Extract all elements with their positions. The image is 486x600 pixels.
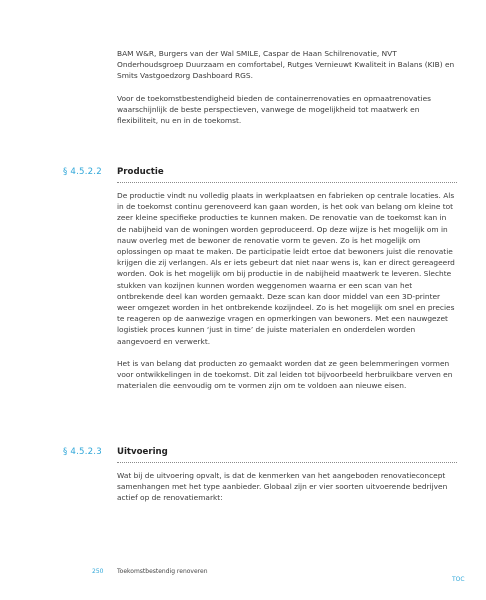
intro-paragraph-2: Voor de toekomstbestendigheid bieden de containerrenovaties en opmaatrenovaties waarschijnlijk de beste perspectieven, vanwege de mogelijkheid tot maatwerk en flexibiliteit, nu en in de toekomst. <box>117 93 432 126</box>
section-number-4-5-2-2: § 4.5.2.2 <box>63 167 102 177</box>
section-heading-productie: Productie <box>117 167 164 177</box>
section-heading-uitvoering: Uitvoering <box>117 447 168 457</box>
productie-body <box>117 190 457 391</box>
productie-paragraph-1: De productie vindt nu volledig plaats in werkplaatsen en fabrieken op centrale locaties. Als in de toekomst continu gerenoveerd kan gaan worden, is het ook van belang om kleine tot zeer kleine specifieke producties te kunnen maken. De renovatie van de toekomst kan in de nabijheid van de woningen worden geproduceerd. Op deze wijze is het mogelijk om in nauw overleg met de bewoner de renovatie vorm te geven. Zo is het mogelijk om oplossingen op maat te maken. De participatie leidt ertoe dat bewoners juist die renovatie krijgen die zij verlangen. Als er iets gebeurt dat niet naar wens is, kan er direct gereageerd worden. Ook is het mogelijk om bij productie in de nabijheid maatwerk te leveren. Slechte stukken van kozijnen kunnen worden weggenomen waarna er een scan van het ontbrekende deel kan worden gemaakt. Deze scan kan door middel van een 3D-printer weer omgezet worden in het ontbrekende kozijndeel. Zo is het mogelijk om snel en precies te reageren op de aanwezige vragen en opmerkingen van bewoners. Met een nauwgezet logistiek proces kunnen ‘just in time’ de juiste materialen en onderdelen worden aangevoerd en verwerkt. <box>117 191 455 346</box>
intro-block <box>117 48 457 126</box>
page-number: 250 <box>92 568 104 575</box>
section-number-4-5-2-3: § 4.5.2.3 <box>63 447 102 457</box>
intro-paragraph-1: BAM W&R, Burgers van der Wal SMILE, Caspar de Haan Schilrenovatie, NVT Onderhoudsgroep Duurzaam en comfortabel, Rutges Vernieuwt Kwaliteit in Balans (KIB) en Smits Vastgoedzorg Dashboard RGS. <box>117 49 455 81</box>
section-divider <box>117 182 457 183</box>
uitvoering-body <box>117 470 457 504</box>
running-footer-title: Toekomstbestendig renoveren <box>117 568 208 575</box>
uitvoering-paragraph-1: Wat bij de uitvoering opvalt, is dat de kenmerken van het aangeboden renovatieconcept samenhangen met het type aanbieder. Globaal zijn er vier soorten uitvoerende bedrijven actief op de renovatiemarkt: <box>117 471 448 503</box>
productie-paragraph-2: Het is van belang dat producten zo gemaakt worden dat ze geen belemmeringen vormen voor ontwikkelingen in de toekomst. Dit zal leiden tot bijvoorbeeld herbruikbare verven en materialen die eenvoudig om te vormen zijn om te voldoen aan nieuwe eisen. <box>117 358 453 391</box>
section-divider <box>117 462 457 463</box>
toc-link[interactable]: TOC <box>452 576 465 583</box>
